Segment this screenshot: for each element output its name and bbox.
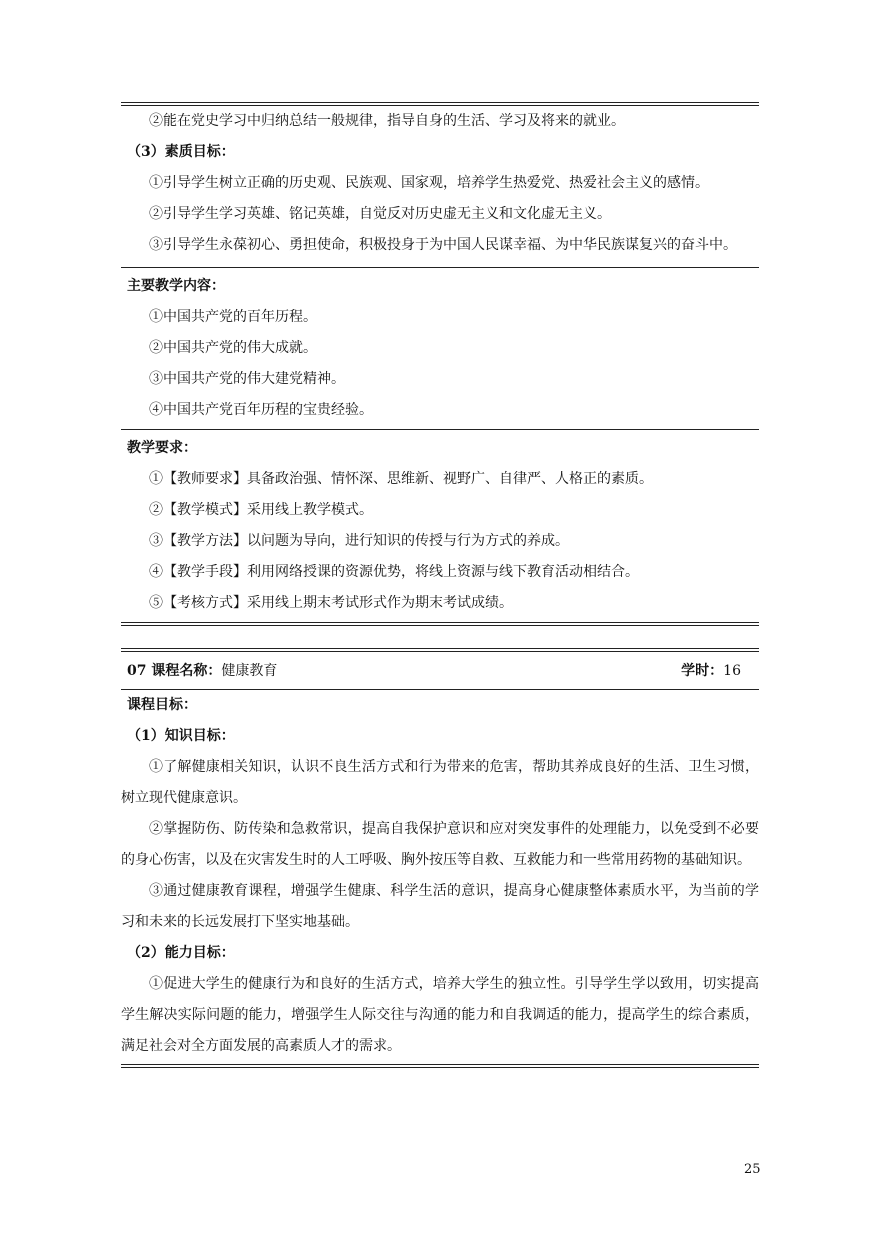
requirement-item-5: ⑤【考核方式】采用线上期末考试形式作为期末考试成绩。 xyxy=(149,595,513,611)
document-page xyxy=(121,0,759,1068)
quality-goals-heading: （3）素质目标： xyxy=(127,144,235,160)
page-number: 25 xyxy=(744,1162,761,1177)
knowledge-item-2: ②掌握防伤、防传染和急救常识，提高自我保护意识和应对突发事件的处理能力，以免受到不必要的身心伤害，以及在灾害发生时的人工呼吸、胸外按压等自救、互救能力和一些常用药物的基础知识。 xyxy=(121,821,759,868)
course-hours-value: 16 xyxy=(723,663,741,679)
course-goals-block xyxy=(121,690,759,1062)
ability-item-1: ①促进大学生的健康行为和良好的生活方式，培养大学生的独立性。引导学生学以致用，切实提高学生解决实际问题的能力，增强学生人际交往与沟通的能力和自我调适的能力，提高学生的综合素质，满足社会对全方面发展的高素质人才的需求。 xyxy=(121,976,759,1054)
content-item-4: ④中国共产党百年历程的宝贵经验。 xyxy=(149,402,373,418)
course-goals-heading: 课程目标： xyxy=(127,697,197,713)
content-item-3: ③中国共产党的伟大建党精神。 xyxy=(149,371,345,387)
teaching-content-block xyxy=(121,268,759,426)
requirement-item-1: ①【教师要求】具备政治强、情怀深、思维新、视野广、自律严、人格正的素质。 xyxy=(149,471,653,487)
course-name-value: 健康教育 xyxy=(221,663,278,679)
content-item-1: ①中国共产党的百年历程。 xyxy=(149,309,317,325)
course-name xyxy=(127,656,277,687)
quality-item-1: ①引导学生树立正确的历史观、民族观、国家观，培养学生热爱党、热爱社会主义的感情。 xyxy=(149,175,709,191)
knowledge-goals-heading: （1）知识目标： xyxy=(127,728,235,744)
course-hours-label: 学时： xyxy=(681,663,724,679)
ability-item-2: ②能在党史学习中归纳总结一般规律，指导自身的生活、学习及将来的就业。 xyxy=(149,113,625,129)
course-header-row xyxy=(121,652,759,687)
content-item-2: ②中国共产党的伟大成就。 xyxy=(149,340,317,356)
course-hours xyxy=(681,656,741,687)
objectives-block xyxy=(121,106,759,261)
teaching-requirements-block xyxy=(121,430,759,619)
requirement-item-2: ②【教学模式】采用线上教学模式。 xyxy=(149,502,373,518)
requirement-item-3: ③【教学方法】以问题为导向，进行知识的传授与行为方式的养成。 xyxy=(149,533,569,549)
ability-goals-heading: （2）能力目标： xyxy=(127,945,235,961)
knowledge-item-1: ①了解健康相关知识，认识不良生活方式和行为带来的危害，帮助其养成良好的生活、卫生习惯，树立现代健康意识。 xyxy=(121,759,759,806)
course-name-label: 07 课程名称： xyxy=(127,663,222,679)
knowledge-item-3: ③通过健康教育课程，增强学生健康、科学生活的意识，提高身心健康整体素质水平，为当前的学习和未来的长远发展打下坚实地基础。 xyxy=(121,883,759,930)
requirement-item-4: ④【教学手段】利用网络授课的资源优势，将线上资源与线下教育活动相结合。 xyxy=(149,564,639,580)
quality-item-2: ②引导学生学习英雄、铭记英雄，自觉反对历史虚无主义和文化虚无主义。 xyxy=(149,206,611,222)
table-border-bottom xyxy=(121,1064,759,1068)
quality-item-3: ③引导学生永葆初心、勇担使命，积极投身于为中国人民谋幸福、为中华民族谋复兴的奋斗中。 xyxy=(149,237,737,253)
teaching-content-heading: 主要教学内容： xyxy=(127,278,225,294)
teaching-requirements-heading: 教学要求： xyxy=(127,440,197,456)
